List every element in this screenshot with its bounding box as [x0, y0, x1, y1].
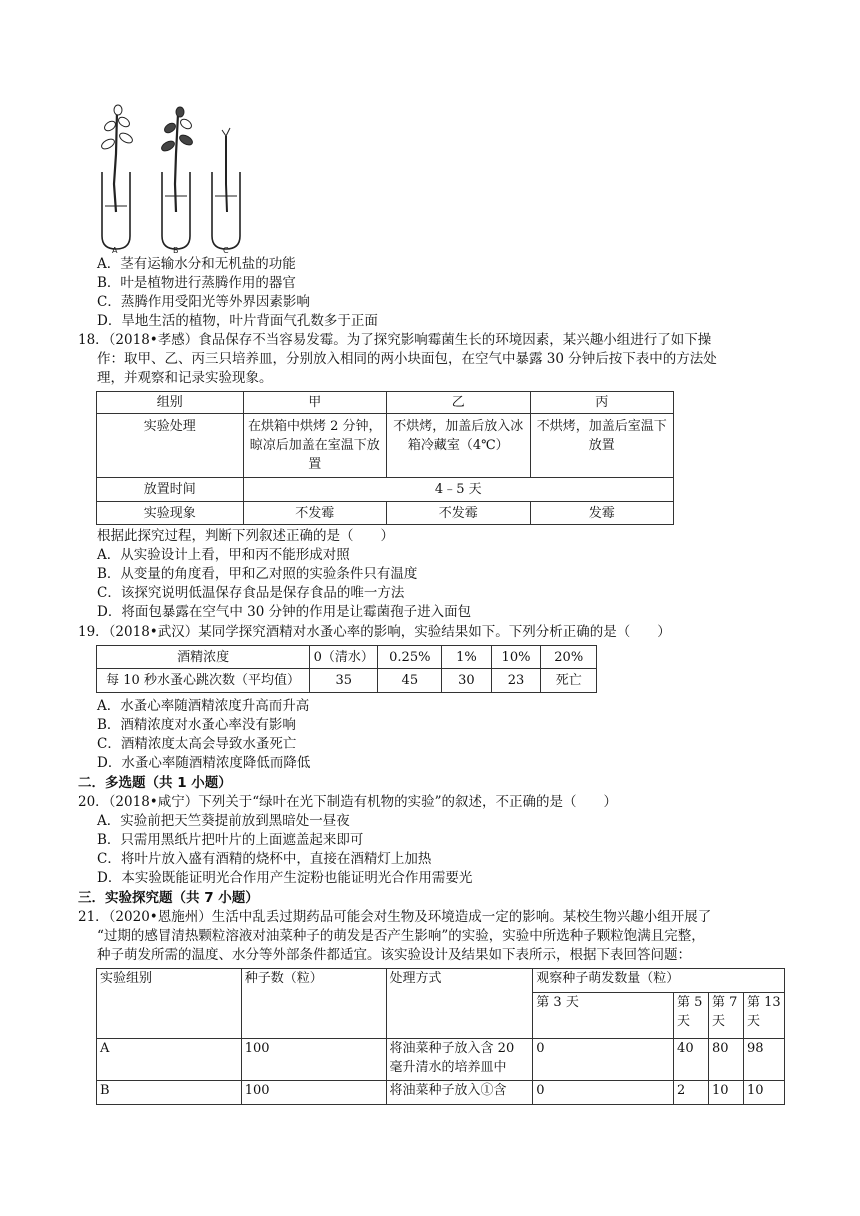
q18-option-b: B．从变量的角度看，甲和乙对照的实验条件只有温度 [97, 566, 418, 582]
q21-header-observe: 观察种子萌发数量（粒） [533, 969, 785, 993]
q21-row-a-day3: 0 [533, 1039, 674, 1081]
q19-option-c: C．酒精浓度太高会导致水蚤死亡 [97, 736, 297, 752]
q18-treatment-bing: 不烘烤，加盖后室温下放置 [530, 414, 674, 478]
q21-row-a-day7: 80 [709, 1039, 744, 1081]
q20-option-a: A．实验前把天竺葵提前放到黑暗处一昼夜 [97, 813, 350, 829]
q19-conc-0: 0（清水） [310, 646, 378, 669]
q19-conc-3: 10% [491, 646, 541, 669]
q21-row-b-group: B [97, 1081, 242, 1105]
leaf-b2 [178, 133, 194, 147]
q19-beat-1: 45 [378, 669, 442, 693]
q21-stem-line2: “过期的感冒清热颗粒溶液对油菜种子的萌发是否产生影响”的实验，实验中所选种子颗粒饱满且完整， [97, 928, 705, 944]
q18-option-a: A．从实验设计上看，甲和丙不能形成对照 [97, 547, 350, 563]
q18-header-yi: 乙 [387, 392, 530, 414]
q18-row-time-label: 放置时间 [97, 478, 244, 502]
leaf-b5 [176, 107, 184, 117]
q20-option-d: D．本实验既能证明光合作用产生淀粉也能证明光合作用需要光 [97, 870, 473, 886]
leaf-a2 [118, 131, 134, 145]
leaf-a5 [114, 105, 122, 115]
table-row [97, 1039, 785, 1081]
q18-row-result-label: 实验现象 [97, 502, 244, 525]
leaf-b3 [163, 121, 177, 134]
q18-stem-line1: 18．（2018•孝感）食品保存不当容易发霉。为了探究影响霉菌生长的环境因素，某兴趣小组进行了如下操 [78, 332, 712, 348]
leaf-a3 [103, 119, 117, 132]
leaf-b1 [160, 139, 176, 153]
q21-row-a-day5: 40 [674, 1039, 709, 1081]
q21-header-seeds: 种子数（粒） [241, 969, 386, 1039]
q19-option-d: D．水蚤心率随酒精浓度降低而降低 [97, 755, 311, 771]
q21-day-5: 第 5 天 [674, 993, 709, 1039]
leaf-a4 [117, 115, 131, 128]
q21-row-b-method: 将油菜种子放入①含 [386, 1081, 533, 1105]
q19-beat-4: 死亡 [541, 669, 597, 693]
q17-option-b: B．叶是植物进行蒸腾作用的器官 [97, 275, 296, 291]
table-row [97, 1081, 785, 1105]
q21-day-7: 第 7 天 [709, 993, 744, 1039]
q21-header-method: 处理方式 [386, 969, 533, 1039]
q19-beat-2: 30 [442, 669, 491, 693]
q18-stem-line2: 作：取甲、乙、丙三只培养皿，分别放入相同的两小块面包，在空气中暴露 30 分钟后按下表中的方法处 [97, 351, 717, 367]
q21-day-3: 第 3 天 [533, 993, 674, 1039]
q21-stem-line3: 种子萌发所需的温度、水分等外部条件都适宜。该实验设计及结果如下表所示，根据下表回答问题： [97, 947, 691, 963]
q19-row1-label: 酒精浓度 [97, 646, 310, 669]
q21-row-b-day13: 10 [743, 1081, 784, 1105]
figure-label-a: A [112, 246, 118, 254]
q21-row-b-day3: 0 [533, 1081, 674, 1105]
q21-header-group: 实验组别 [97, 969, 242, 1039]
q18-question: 根据此探究过程，判断下列叙述正确的是（ ） [97, 528, 394, 544]
q19-beat-0: 35 [310, 669, 378, 693]
q21-row-b-seeds: 100 [241, 1081, 386, 1105]
q19-option-b: B．酒精浓度对水蚤心率没有影响 [97, 717, 296, 733]
q19-option-a: A．水蚤心率随酒精浓度升高而升高 [97, 698, 310, 714]
section-2-heading: 二．多选题（共 1 小题） [78, 775, 232, 791]
q21-stem-line1: 21．（2020•恩施州）生活中乱丢过期药品可能会对生物及环境造成一定的影响。某校生物兴趣小组开展了 [78, 909, 712, 925]
q21-row-a-method: 将油菜种子放入含 20 毫升清水的培养皿中 [386, 1039, 533, 1081]
q21-row-a-group: A [97, 1039, 242, 1081]
q18-table [96, 391, 674, 525]
figure-label-c: C [223, 246, 229, 254]
q19-table [96, 645, 597, 693]
q17-option-a: A．茎有运输水分和无机盐的功能 [97, 256, 296, 272]
q19-stem: 19．（2018•武汉）某同学探究酒精对水蚤心率的影响，实验结果如下。下列分析正确的是（ ） [78, 624, 671, 640]
q21-row-a-day13: 98 [743, 1039, 784, 1081]
q20-option-b: B．只需用黑纸片把叶片的上面遮盖起来即可 [97, 832, 364, 848]
q19-conc-2: 1% [442, 646, 491, 669]
q19-conc-1: 0.25% [378, 646, 442, 669]
q21-row-a-seeds: 100 [241, 1039, 386, 1081]
stem-c-tip [222, 128, 230, 136]
q18-header-bing: 丙 [530, 392, 674, 414]
q19-conc-4: 20% [541, 646, 597, 669]
q18-treatment-yi: 不烘烤，加盖后放入冰箱冷藏室（4℃） [387, 414, 530, 478]
q20-stem: 20．（2018•咸宁）下列关于“绿叶在光下制造有机物的实验”的叙述，不正确的是（ ） [78, 794, 618, 810]
q18-result-jia: 不发霉 [243, 502, 386, 525]
q18-result-yi: 不发霉 [387, 502, 530, 525]
plant-tubes-figure [96, 104, 246, 254]
stem-b [175, 114, 178, 212]
q18-header-group: 组别 [97, 392, 244, 414]
q21-table [96, 968, 785, 1105]
q18-row-treatment-label: 实验处理 [97, 414, 244, 478]
section-3-heading: 三．实验探究题（共 7 小题） [78, 890, 259, 906]
q20-option-c: C．将叶片放入盛有酒精的烧杯中，直接在酒精灯上加热 [97, 851, 432, 867]
q17-option-d: D．旱地生活的植物，叶片背面气孔数多于正面 [97, 313, 378, 329]
q18-time-value: 4﹣5 天 [243, 478, 673, 502]
leaf-a1 [100, 137, 116, 151]
q18-stem-line3: 理，并观察和记录实验现象。 [97, 370, 273, 386]
q18-option-d: D．将面包暴露在空气中 30 分钟的作用是让霉菌孢子进入面包 [97, 604, 472, 620]
q21-row-b-day7: 10 [709, 1081, 744, 1105]
q18-header-jia: 甲 [243, 392, 386, 414]
q19-row2-label: 每 10 秒水蚤心跳次数（平均值） [97, 669, 310, 693]
q21-day-13: 第 13 天 [743, 993, 784, 1039]
q18-result-bing: 发霉 [530, 502, 674, 525]
q21-row-b-day5: 2 [674, 1081, 709, 1105]
stem-c [226, 136, 227, 212]
q17-option-c: C．蒸腾作用受阳光等外界因素影响 [97, 294, 310, 310]
figure-label-b: B [173, 246, 179, 254]
leaf-b4 [179, 117, 193, 130]
q19-beat-3: 23 [491, 669, 541, 693]
q18-option-c: C．该探究说明低温保存食品是保存食品的唯一方法 [97, 585, 405, 601]
q18-treatment-jia: 在烘箱中烘烤 2 分钟，晾凉后加盖在室温下放置 [243, 414, 386, 478]
